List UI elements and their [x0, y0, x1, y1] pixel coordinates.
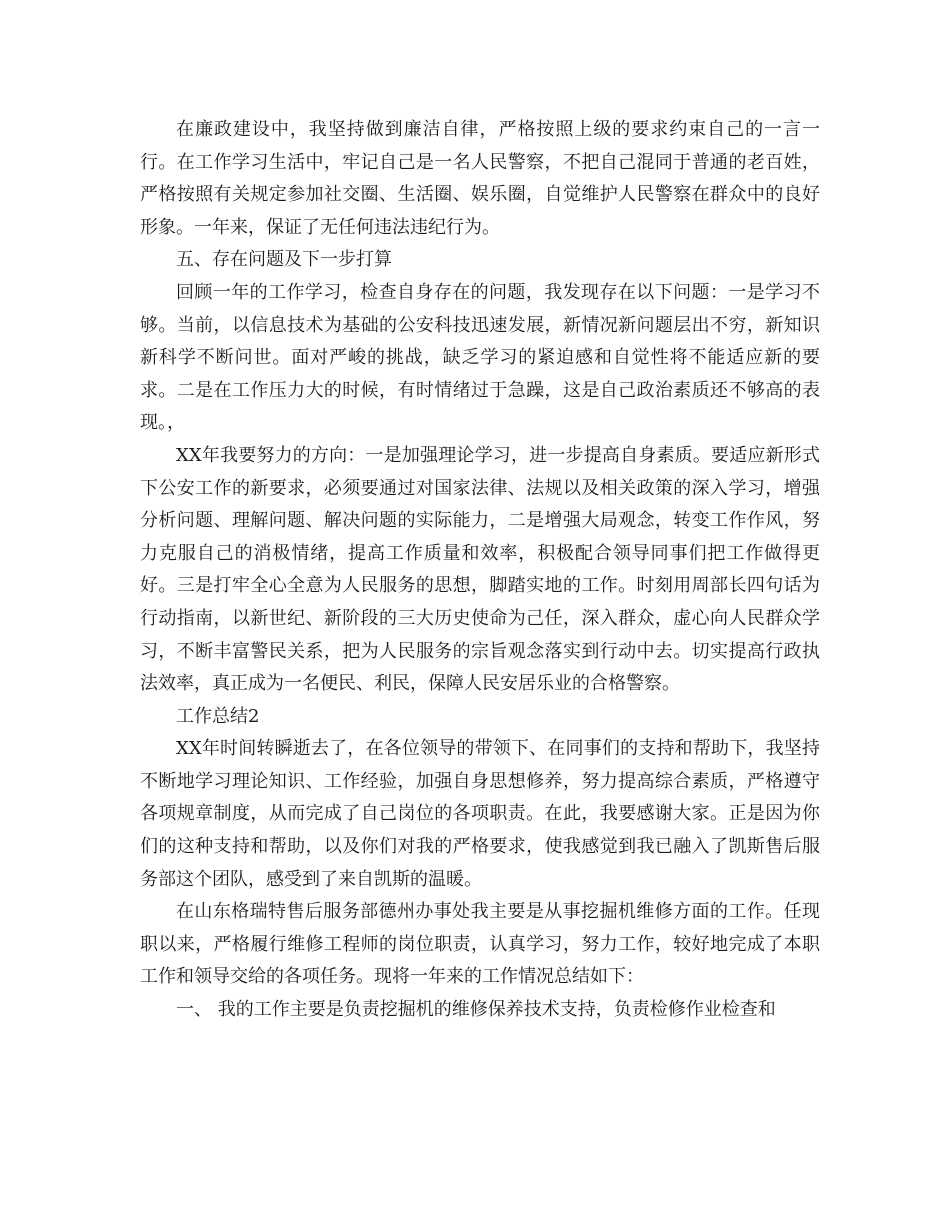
paragraph-review: 回顾一年的工作学习，检查自身存在的问题，我发现存在以下问题：一是学习不够。当前，以信息技术为基础的公安科技迅速发展，新情况新问题层出不穷，新知识新科学不断问世。面对严峻的挑战，缺乏学习的紧迫感和自觉性将不能适应新的要求。二是在工作压力大的时候，有时情绪过于急躁，这是自己政治素质还不够高的表现。，	[140, 281, 820, 434]
paragraph-position: 在山东格瑞特售后服务部德州办事处我主要是从事挖掘机维修方面的工作。任现职以来，严格履行维修工程师的岗位职责，认真学习，努力工作，较好地完成了本职工作和领导交给的各项任务。现将一年来的工作情况总结如下：	[140, 901, 820, 988]
section-heading-summary-2: 工作总结2	[176, 705, 260, 727]
paragraph-direction: XX年我要努力的方向：一是加强理论学习，进一步提高自身素质。要适应新形式下公安工作的新要求，必须要通过对国家法律、法规以及相关政策的深入学习，增强分析问题、理解问题、解决问题的实际能力，二是增强大局观念，转变工作作风，努力克服自己的消极情绪，提高工作质量和效率，积极配合领导同事们把工作做得更好。三是打牢全心全意为人民服务的思想，脚踏实地的工作。时刻用周部长四句话为行动指南，以新世纪、新阶段的三大历史使命为己任，深入群众，虚心向人民群众学习，不断丰富警民关系，把为人民服务的宗旨观念落实到行动中去。切实提高行政执法效率，真正成为一名便民、利民，保障人民安居乐业的合格警察。	[140, 444, 820, 695]
section-heading-problems: 五、存在问题及下一步打算	[176, 249, 392, 271]
paragraph-integrity: 在廉政建设中，我坚持做到廉洁自律，严格按照上级的要求约束自己的一言一行。在工作学习生活中，牢记自己是一名人民警察，不把自己混同于普通的老百姓，严格按照有关规定参加社交圈、生活圈、娱乐圈，自觉维护人民警察在群众中的良好形象。一年来，保证了无任何违法违纪行为。	[140, 119, 820, 238]
paragraph-thanks: XX年时间转瞬逝去了，在各位领导的带领下、在同事们的支持和帮助下，我坚持不断地学习理论知识、工作经验，加强自身思想修养，努力提高综合素质，严格遵守各项规章制度，从而完成了自己岗位的各项职责。在此，我要感谢大家。正是因为你们的这种支持和帮助，以及你们对我的严格要求，使我感觉到我已融入了凯斯售后服务部这个团队，感受到了来自凯斯的温暖。	[140, 738, 820, 890]
document-page	[140, 114, 820, 1027]
paragraph-item-one: 一、 我的工作主要是负责挖掘机的维修保养技术支持，负责检修作业检查和	[176, 999, 776, 1021]
